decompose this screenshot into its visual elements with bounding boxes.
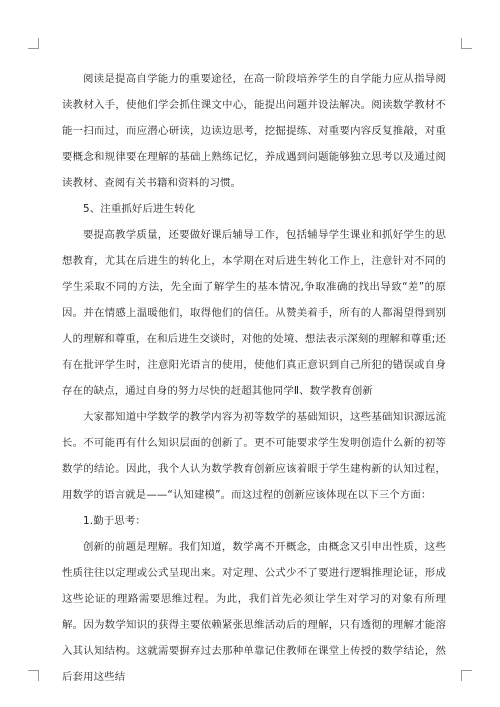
section-heading-5: 5、注重抓好后进生转化 [83,203,196,215]
paragraph-innovation: 大家都知道中学数学的教学内容为初等数学的基础知识，这些基础知识源远流长。不可能再有什么知识层面的创新了。更不可能要求学生发明创造什么新的初等数学的结论。因此，我个人认为数学教育创新应该着眼于学生建构新的认知过程，用数学的语言就是——“认知建模”。而这过程的创新应该体现在以下三个方面： [62,411,446,501]
crop-mark-top-left [28,38,39,49]
section-heading-1: 1.勤于思考： [83,515,146,527]
document-body [62,66,446,690]
crop-mark-top-right [461,38,472,49]
crop-mark-bottom-left [28,670,39,681]
paragraph-thinking: 创新的前题是理解。我们知道，数学离不开概念，由概念又引申出性质，这些性质往往以定理或公式呈现出来。对定理、公式少不了要进行逻辑推理论证，形成这些论证的理路需要思维过程。为此，我们首先必须让学生对学习的对象有所理解。因为数学知识的获得主要依赖紧张思维活动后的理解，只有透彻的理解才能溶入其认知结构。这就需要摒弃过去那种单靠记住教师在课堂上传授的数学结论，然后套用这些结 [62,541,446,683]
paragraph-tutoring: 要提高教学质量，还要做好课后辅导工作，包括辅导学生课业和抓好学生的思想教育，尤其在后进生的转化上，本学期在对后进生转化工作上，注意针对不同的学生采取不同的方法，先全面了解学生的基本情况,争取准确的找出导致“差”的原因。并在情感上温暖他们，取得他们的信任。从赞美着手，所有的人都渴望得到别人的理解和尊重，在和后进生交谈时，对他的处境、想法表示深刻的理解和尊重;还有在批评学生时，注意阳光语言的使用，使他们真正意识到自己所犯的错误或自身存在的缺点，通过自身的努力尽快的赶超其他同学Ⅱ、数学教育创新 [62,229,446,397]
paragraph-reading: 阅读是提高自学能力的重要途径，在高一阶段培养学生的自学能力应从指导阅读教材入手，使他们学会抓住课文中心，能提出问题并设法解决。阅读数学教材不能一扫而过，而应潜心研读，边读边思考，挖掘提练、对重要内容反复推敲，对重要概念和规律要在理解的基础上熟练记忆，养成遇到问题能够独立思考以及通过阅读教材、查阅有关书籍和资料的习惯。 [62,73,446,189]
crop-mark-bottom-right [461,670,472,681]
